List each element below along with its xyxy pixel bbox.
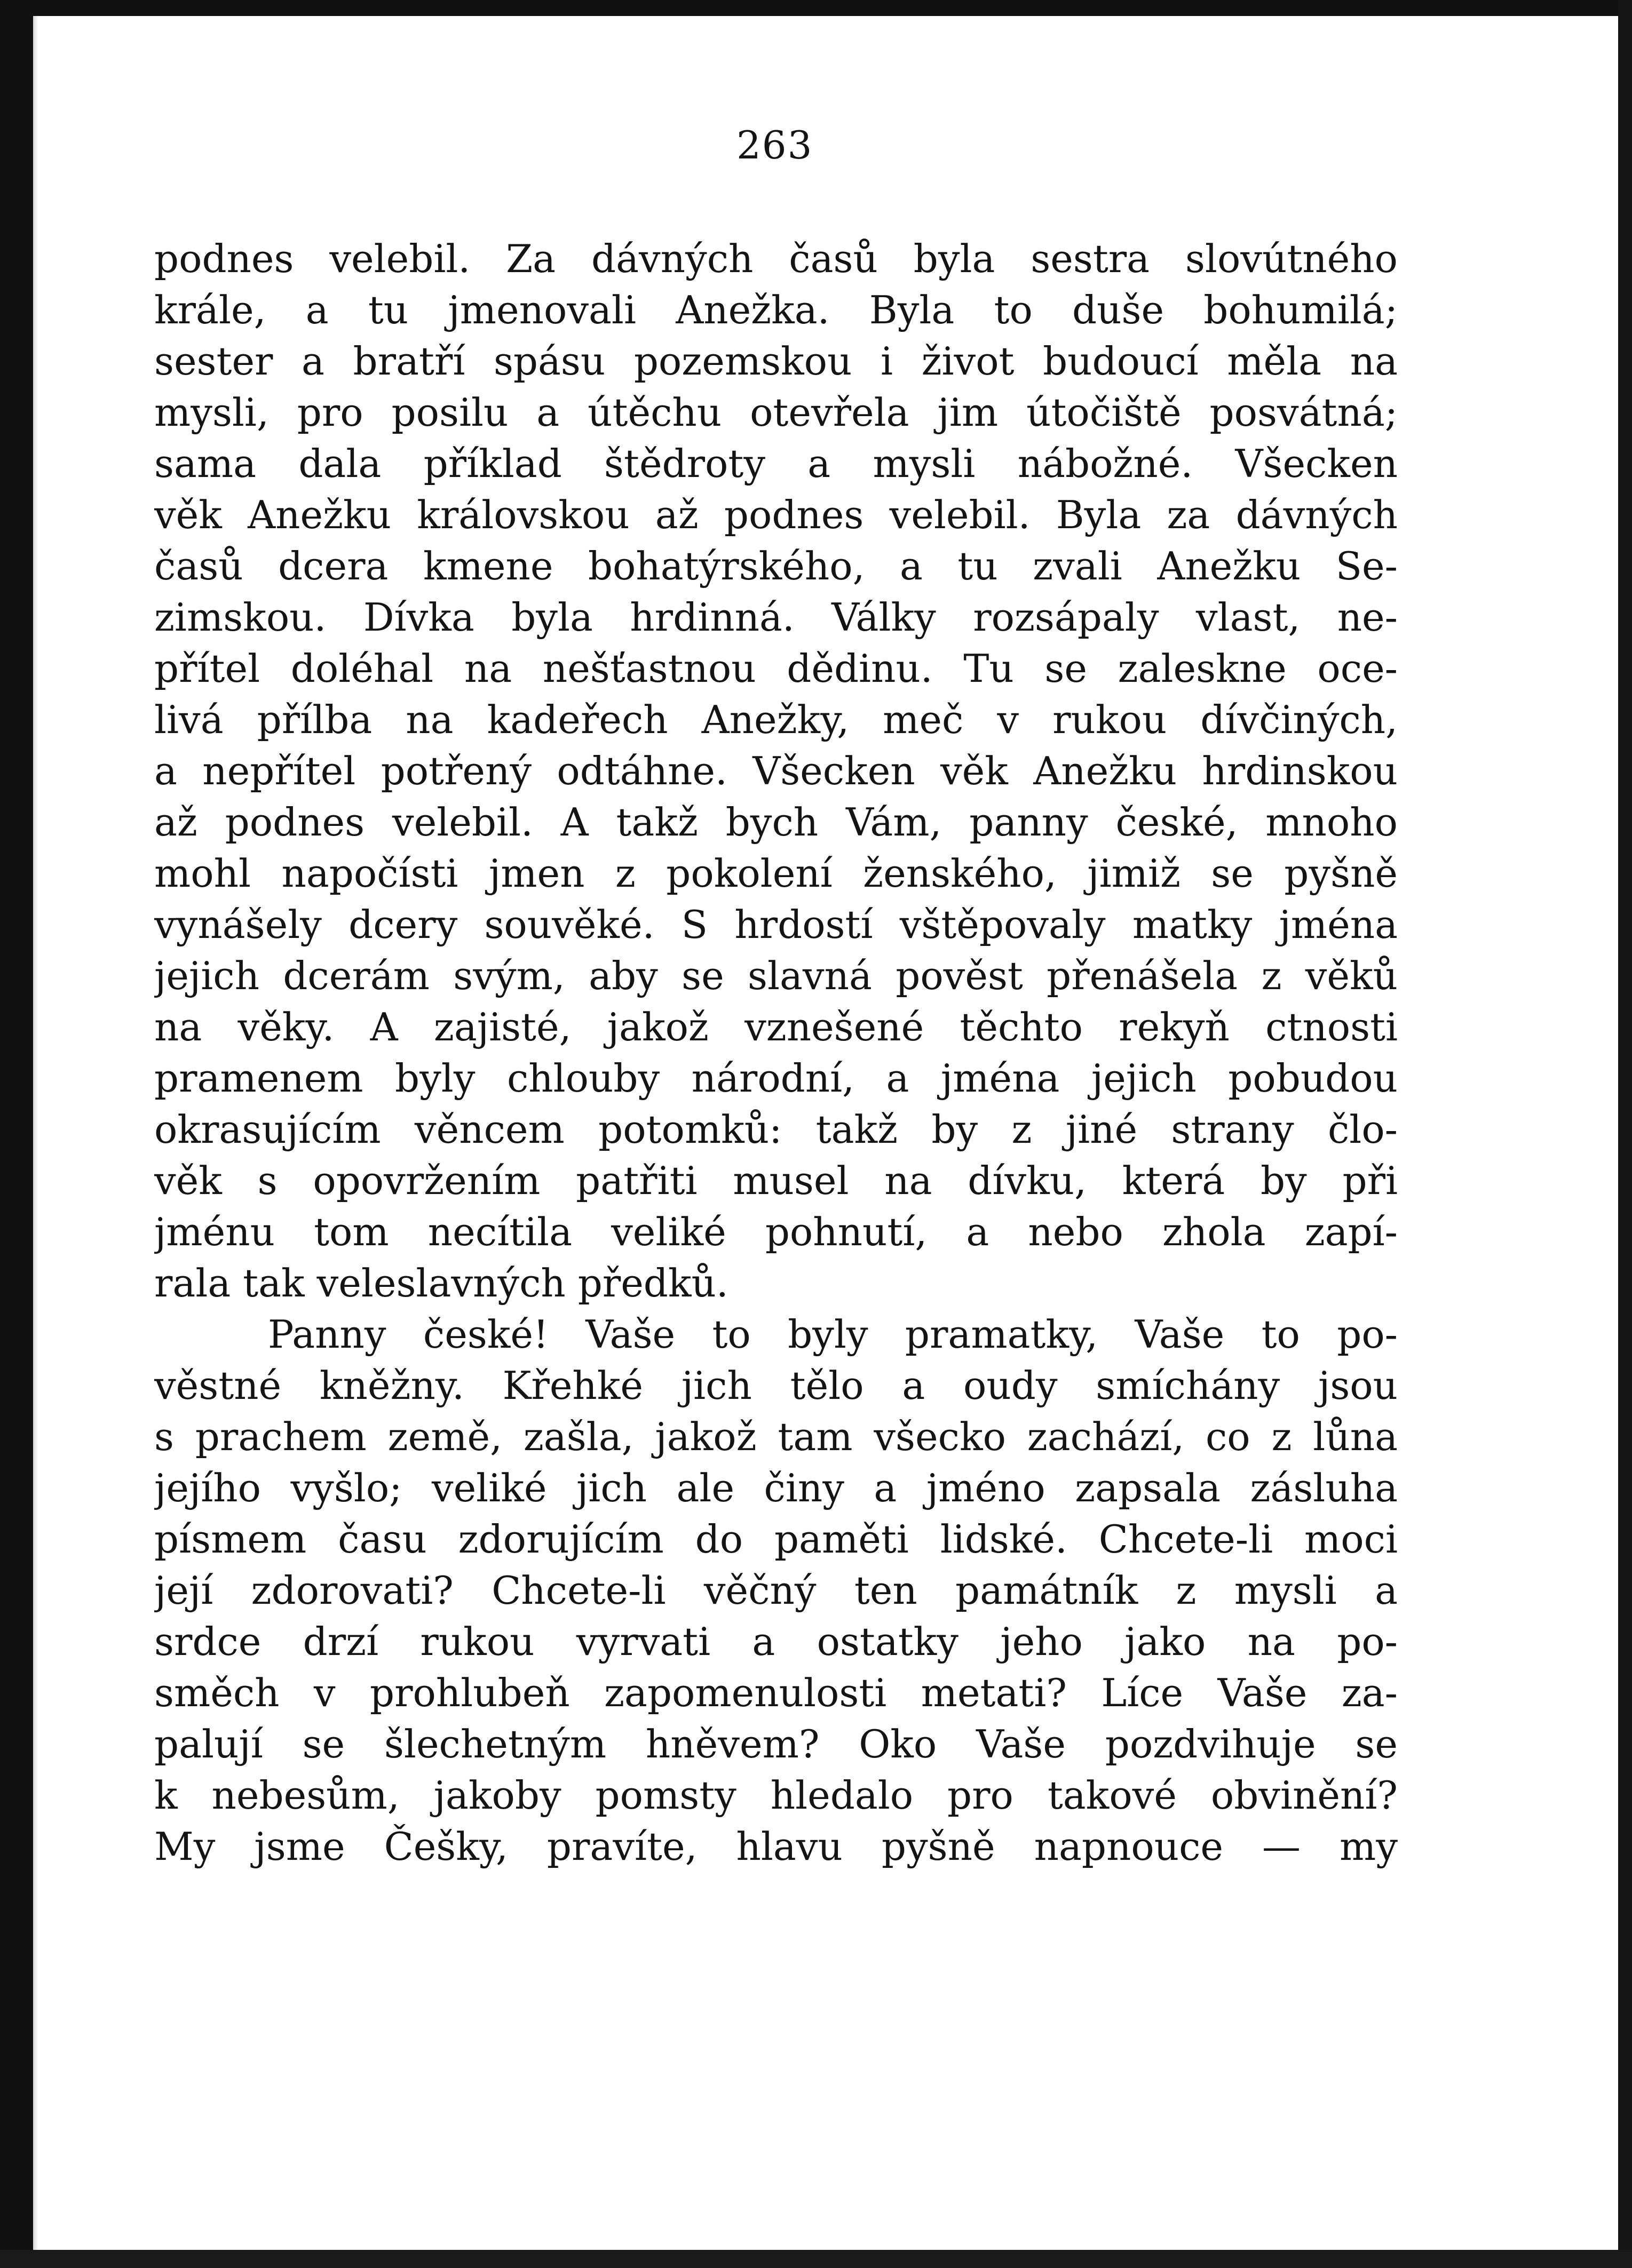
text-line: věstné kněžny. Křehké jich tělo a oudy smíchány jsou [154,1363,1398,1408]
text-line: přítel doléhal na nešťastnou dědinu. Tu se zaleskne oce- [154,646,1398,691]
text-line: až podnes velebil. A takž bych Vám, panny české, mnoho [154,800,1398,845]
page-number: 263 [736,123,813,168]
text-line: srdce drzí rukou vyrvati a ostatky jeho jako na po- [154,1619,1398,1664]
text-line: časů dcera kmene bohatýrského, a tu zvali Anežku Se- [154,544,1398,588]
scan-border-top [0,0,1632,16]
text-line: a nepřítel potřený odtáhne. Všecken věk Anežku hrdinskou [154,749,1398,793]
text-line: pramenem byly chlouby národní, a jména jejich pobudou [154,1056,1398,1101]
scan-border-right [1618,0,1632,2268]
text-line: směch v prohlubeň zapomenulosti metati? Líce Vaše za- [154,1670,1398,1715]
paragraph-end-line: rala tak veleslavných předků. [154,1261,728,1306]
text-line: věk Anežku královskou až podnes velebil. Byla za dávných [154,492,1398,537]
text-line: k nebesům, jakoby pomsty hledalo pro takové obvinění? [154,1773,1398,1818]
page-edge-shadow [33,16,38,2250]
scan-border-bottom [0,2250,1632,2268]
text-line: mysli, pro posilu a útěchu otevřela jim útočiště posvátná; [154,390,1398,435]
text-line: sama dala příklad štědroty a mysli nábožné. Všecken [154,441,1398,486]
text-line: písmem času zdorujícím do paměti lidské. Chcete-li moci [154,1517,1398,1562]
text-line: podnes velebil. Za dávných časů byla sestra slovútného [154,236,1398,281]
paragraph-start-line: Panny české! Vaše to byly pramatky, Vaše to po- [268,1312,1398,1357]
text-line: livá přílba na kadeřech Anežky, meč v rukou dívčiných, [154,697,1398,742]
text-line: jejich dcerám svým, aby se slavná pověst přenášela z věků [154,953,1398,998]
text-line: okrasujícím věncem potomků: takž by z jiné strany člo- [154,1107,1398,1152]
text-line: její zdorovati? Chcete-li věčný ten památník z mysli a [154,1568,1398,1613]
text-line: palují se šlechetným hněvem? Oko Vaše pozdvihuje se [154,1722,1398,1766]
text-line: sester a bratří spásu pozemskou i život budoucí měla na [154,339,1398,384]
text-line: věk s opovržením patřiti musel na dívku, která by při [154,1158,1398,1203]
text-line: krále, a tu jmenovali Anežka. Byla to duše bohumilá; [154,288,1398,332]
body-text [154,233,1398,1872]
text-line: mohl napočísti jmen z pokolení ženského, jimiž se pyšně [154,851,1398,896]
text-line: s prachem země, zašla, jakož tam všecko zachází, co z lůna [154,1414,1398,1459]
text-line: vynášely dcery souvěké. S hrdostí vštěpovaly matky jména [154,902,1398,947]
text-line: na věky. A zajisté, jakož vznešené těchto rekyň ctnosti [154,1005,1398,1049]
text-line: zimskou. Dívka byla hrdinná. Války rozsápaly vlast, ne- [154,595,1398,640]
scan-border-left [0,0,33,2268]
text-line: jejího vyšlo; veliké jich ale činy a jméno zapsala zásluha [154,1466,1398,1510]
text-line: My jsme Češky, pravíte, hlavu pyšně napnouce — my [154,1824,1398,1869]
text-line: jménu tom necítila veliké pohnutí, a nebo zhola zapí- [154,1209,1398,1254]
